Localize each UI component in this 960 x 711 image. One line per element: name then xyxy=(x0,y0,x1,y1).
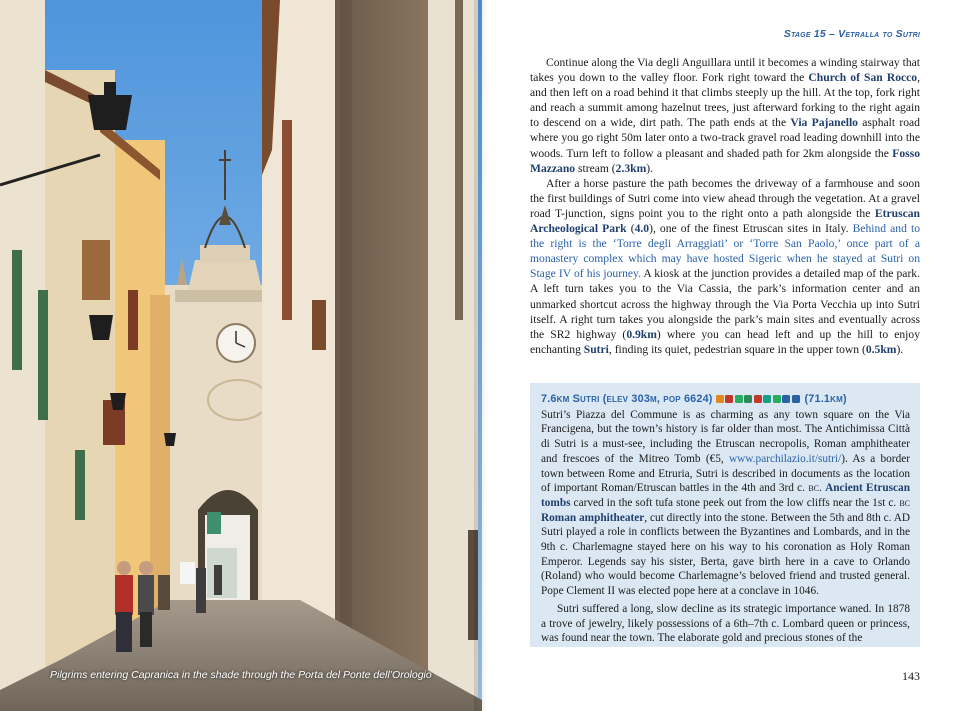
atm-icon xyxy=(763,395,771,403)
town-box-title xyxy=(541,392,910,408)
stage-description xyxy=(530,55,920,357)
paragraph-1: Continue along the Via degli Anguillara until it becomes a winding stairway that takes you down to the valley floor. Fork right toward the Church of San Rocco, and then left on a road behind it that climbs steeply up the hill. At the top, fork right and reach a summit among hazelnut trees, just afterward forking to the right again to descend on a wide, dirt path. The path ends at the Via Pajanello asphalt road where you go right 50m later onto a two-track gravel road leading downhill into the woods. Turn left to follow a pleasant and shaded path for 2km alongside the Fosso Mazzano stream (2.3km). xyxy=(530,56,920,175)
place-fosso-mazzano: Fosso Mazzano xyxy=(530,146,920,175)
shop-icon xyxy=(754,395,762,403)
town-history-paragraph: Sutri’s Piazza del Commune is as charming as any town square on the Via Francigena, but the town’s history is far older than most. The Antichimissa Città di Sutri is a must-see, including the Etruscan necropolis, Roman amphitheater and frescoes of the Mitreo Tomb (€5, www.parchilazio.it/sutri/). As a border town between Rome and Etruria, Sutri is described in documents as the location of important Roman/Etruscan battles in the 4th and 3rd c. bc. Ancient Etruscan tombs carved in the soft tufa stone peek out from the low cliffs near the 1st c. bc Roman amphitheater, cut directly into the stone. Between the 5th and 8th c. AD Sutri played a role in conflicts between the Byzantines and Lombards, and in the 9th c. Charlemagne stayed here on his way to his coronation as Holy Roman Emperor. Legends say his sister, Berta, gave birth here in a cave to Orlando (Roland) who would become Charlemagne’s beloved friend and trusted general. Pope Clement II was elected pope here at a conclave in 1046. xyxy=(541,408,911,598)
ancient-etruscan-tombs: Ancient Etruscan tombs xyxy=(541,482,910,509)
bar-icon xyxy=(744,395,752,403)
cumulative-distance: (71.1km) xyxy=(804,393,847,405)
photo-caption: Pilgrims entering Capranica in the shade through the Porta del Ponte dell’Orologio xyxy=(50,669,432,681)
page-gutter xyxy=(474,0,488,711)
parchilazio-link[interactable]: www.parchilazio.it/sutri/ xyxy=(728,452,842,465)
place-sutri: Sutri xyxy=(583,342,609,356)
page-number: 143 xyxy=(902,669,920,683)
roman-amphitheater: Roman amphitheater xyxy=(541,511,645,524)
pharmacy-icon xyxy=(773,395,781,403)
place-etruscan-park: Etruscan Archeological Park xyxy=(530,206,920,236)
sigeric-note: Behind and to the right is the ‘Torre degli Arraggiati’ or ‘Torre San Paolo,’ once part of a monastery complex which may have hosted Sigeric when he stayed at Sutri on Stage IV of his journey. xyxy=(530,222,921,281)
tourist-info-icon xyxy=(792,395,800,403)
town-decline-paragraph: Sutri suffered a long, slow decline as its strategic importance waned. In 1878 a trove of jewelry, likely possessions of a 6th–7th c. Lombard queen or princess, was found near the town. The elaborate gold and precious stones of the xyxy=(541,602,910,645)
distance-marker: 0.9km xyxy=(626,327,657,341)
paragraph-2: After a horse pasture the path becomes the driveway of a farmhouse and soon the first buildings of Sutri come into view ahead through the vegetation. At a gravel road T-junction, signs point you to the right onto a path alongside the Etruscan Archeological Park (4.0), one of the finest Etruscan sites in Italy. Behind and to the right is the ‘Torre degli Arraggiati’ or ‘Torre San Paolo,’ once part of a monastery complex which may have hosted Sigeric when he stayed at Sutri on Stage IV of his journey. A kiosk at the junction provides a detailed map of the park. A left turn takes you to the Via Cassia, the park’s information center and an unmarked shortcut across the highway through the Via Porta Vecchia up into Sutri itself. A right turn takes you alongside the park’s main sites and eventually across the SR2 highway (0.9km) where you can head left and up the hill to enjoy enchanting Sutri, finding its quiet, pedestrian square in the upper town (0.5km). xyxy=(530,176,921,356)
running-head: Stage 15 – Vetralla to Sutri xyxy=(783,28,920,40)
town-info-box xyxy=(530,383,920,647)
restaurant-icon xyxy=(735,395,743,403)
distance-marker: 2.3km xyxy=(615,161,647,175)
hostel-icon xyxy=(725,395,733,403)
text-page xyxy=(488,0,960,711)
distance-marker: 4.0 xyxy=(634,222,650,236)
facility-icons xyxy=(716,393,802,408)
place-church-san-rocco: Church of San Rocco xyxy=(808,71,918,85)
post-icon xyxy=(782,395,790,403)
town-name: 7.6km Sutri (elev 303m, pop 6624) xyxy=(541,393,713,405)
distance-marker: 0.5km xyxy=(865,342,897,356)
hotel-icon xyxy=(716,395,724,403)
place-via-pajanello: Via Pajanello xyxy=(790,116,858,130)
